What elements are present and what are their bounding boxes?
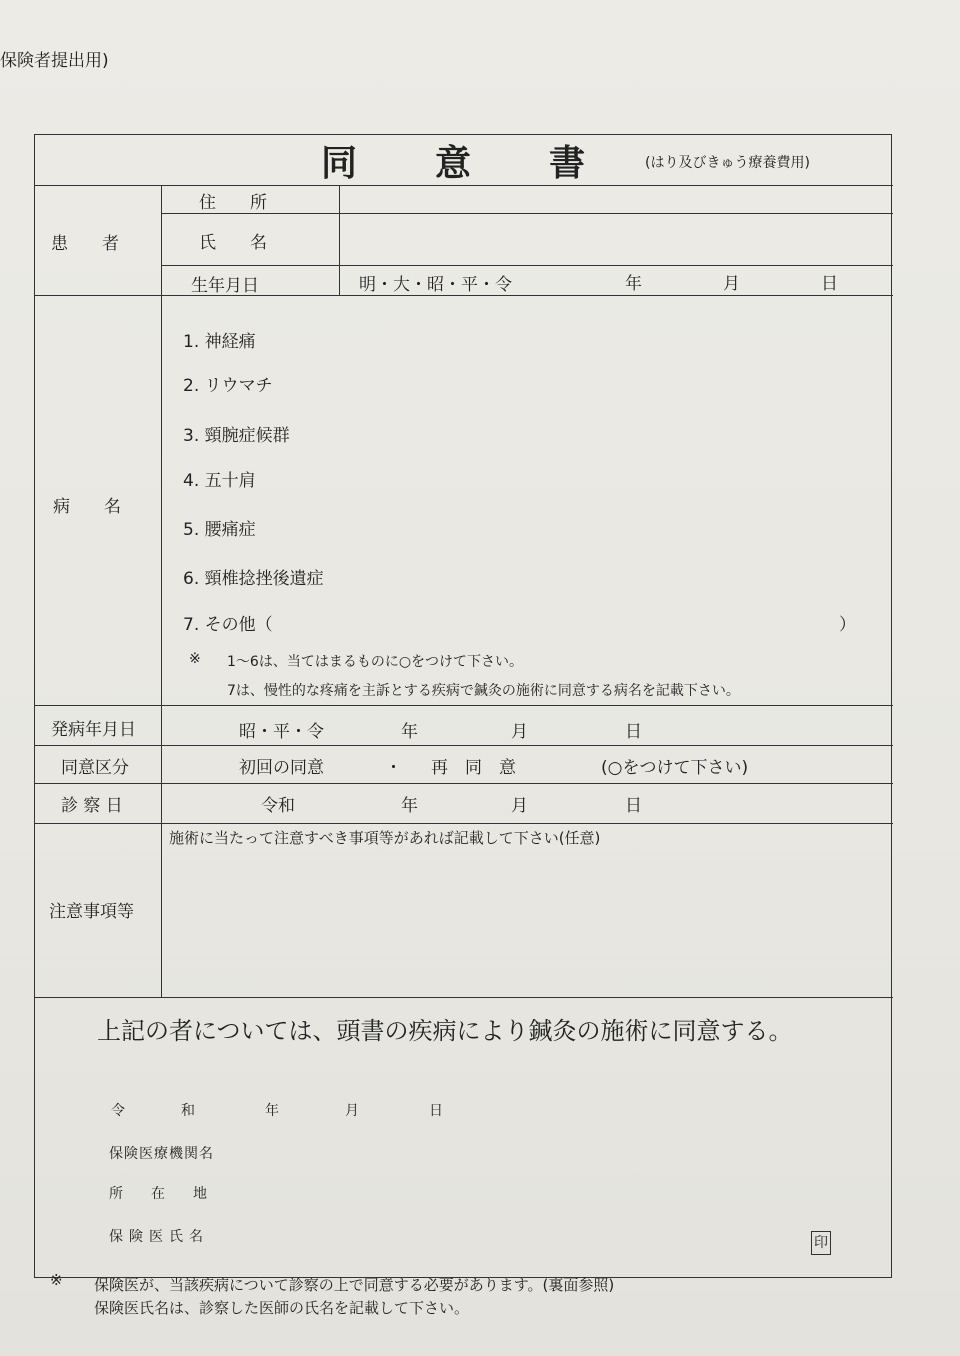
exam-year-unit: 年 — [401, 796, 418, 816]
onset-year-unit: 年 — [401, 722, 418, 742]
disease-item[interactable]: 5. 腰痛症 — [183, 520, 256, 540]
location-label: 所 在 地 — [109, 1186, 207, 1202]
notes-label: 注意事項等 — [49, 902, 134, 922]
consent-form — [34, 134, 892, 1278]
onset-day-unit: 日 — [625, 722, 642, 742]
other-close-paren: ） — [839, 615, 856, 635]
disease-item[interactable]: 4. 五十肩 — [183, 471, 256, 491]
onset-eras[interactable]: 昭・平・令 — [239, 722, 324, 742]
name-field[interactable] — [341, 215, 891, 263]
exam-date-label: 診 察 日 — [61, 796, 123, 816]
disease-item[interactable]: 6. 頸椎捻挫後遺症 — [183, 569, 324, 589]
consent-first-option[interactable]: 初回の同意 — [239, 758, 324, 778]
dob-month-unit: 月 — [723, 274, 740, 294]
disease-note-2: 7は、慢性的な疼痛を主訴とする疾病で鍼灸の施術に同意する病名を記載下さい。 — [227, 683, 740, 699]
disease-label: 病 名 — [53, 497, 121, 517]
doctor-name-label: 保険医氏名 — [109, 1229, 209, 1245]
disease-note-1: 1～6は、当てはまるものに○をつけて下さい。 — [227, 654, 524, 670]
exam-era: 令和 — [261, 796, 295, 816]
form-title: 同 意 書 — [321, 142, 588, 184]
name-label: 氏 名 — [199, 233, 267, 253]
consent-dot: ・ — [385, 758, 402, 778]
notes-field[interactable] — [165, 851, 889, 993]
sign-day-unit: 日 — [429, 1103, 443, 1119]
sign-year-unit: 年 — [265, 1103, 279, 1119]
disease-item[interactable]: 3. 頸腕症候群 — [183, 426, 290, 446]
footer-mark: ※ — [50, 1271, 63, 1289]
notes-hint: 施術に当たって注意すべき事項等があれば記載して下さい(任意) — [169, 829, 601, 847]
consent-again-option[interactable]: 再 同 意 — [431, 758, 516, 778]
address-field[interactable] — [341, 187, 891, 211]
disease-item-other[interactable]: 7. その他（ — [183, 615, 273, 635]
address-label: 住 所 — [199, 193, 267, 213]
exam-month-unit: 月 — [511, 796, 528, 816]
onset-label: 発病年月日 — [51, 720, 136, 740]
sign-era-1: 令 — [111, 1103, 125, 1119]
header-note: 保険者提出用) — [0, 51, 109, 71]
footer-line-2: 保険医氏名は、診察した医師の氏名を記載して下さい。 — [94, 1299, 470, 1317]
form-subtitle: (はり及びきゅう療養費用) — [645, 155, 810, 171]
dob-year-unit: 年 — [625, 274, 642, 294]
sign-month-unit: 月 — [345, 1103, 359, 1119]
consent-statement: 上記の者については、頭書の疾病により鍼灸の施術に同意する。 — [97, 1017, 793, 1045]
consent-hint: (○をつけて下さい) — [601, 758, 749, 778]
dob-eras[interactable]: 明・大・昭・平・令 — [359, 275, 512, 295]
seal-box[interactable]: 印 — [811, 1231, 831, 1255]
disease-item[interactable]: 1. 神経痛 — [183, 332, 256, 352]
sign-era-2: 和 — [181, 1103, 195, 1119]
dob-label: 生年月日 — [191, 276, 259, 296]
note-mark: ※ — [189, 651, 201, 667]
disease-item[interactable]: 2. リウマチ — [183, 376, 273, 396]
exam-day-unit: 日 — [625, 796, 642, 816]
footer-line-1: 保険医が、当該疾病について診察の上で同意する必要があります。(裏面参照) — [94, 1276, 615, 1294]
patient-label: 患 者 — [51, 234, 119, 254]
consent-type-label: 同意区分 — [61, 758, 129, 778]
institution-label: 保険医療機関名 — [109, 1146, 214, 1162]
onset-month-unit: 月 — [511, 722, 528, 742]
dob-day-unit: 日 — [821, 274, 838, 294]
